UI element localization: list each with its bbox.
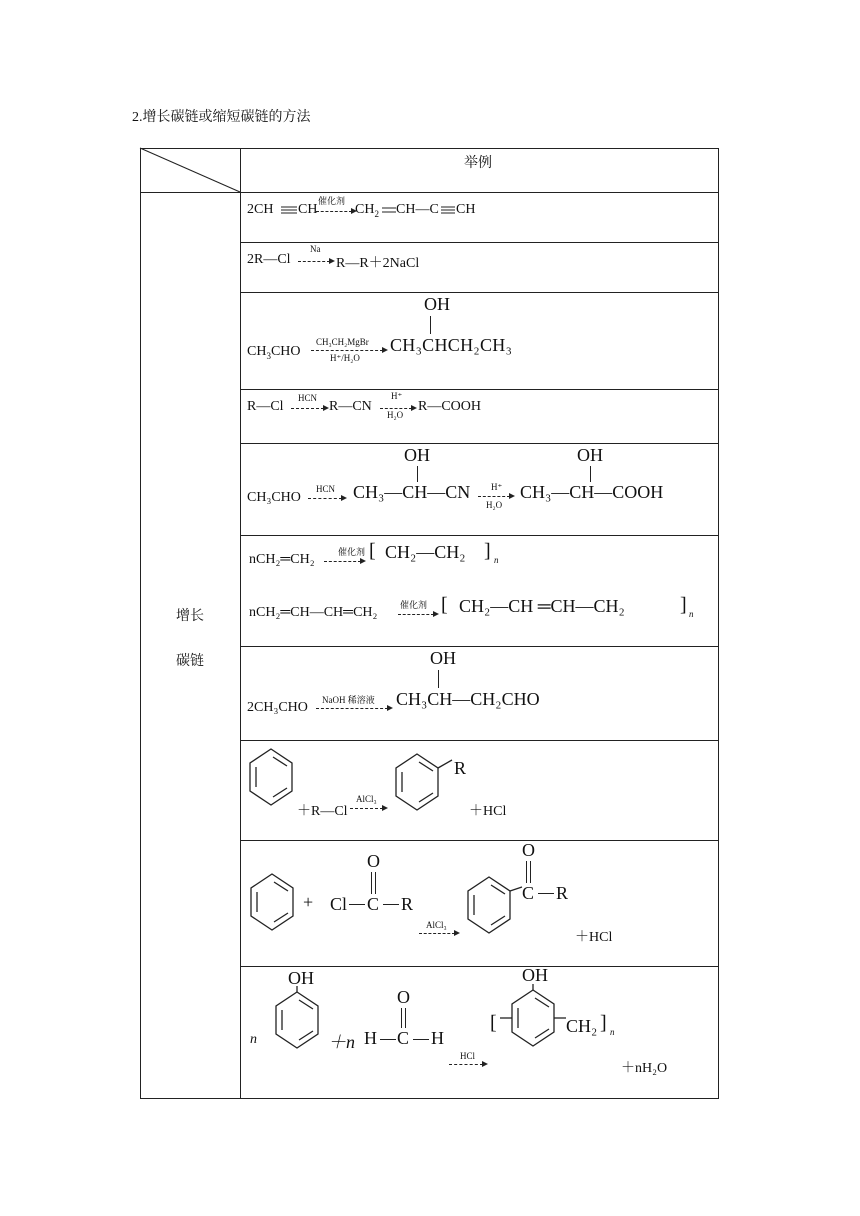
repeat-count: n [494,555,499,565]
reaction-arrow [308,498,342,499]
reaction-arrow-2 [398,614,434,615]
benzene-icon [248,747,294,809]
hydroxyl-label: OH [430,648,456,668]
reaction-arrow [419,933,455,934]
byproduct: ＋HCl [575,930,613,945]
reagent: ＋R—Cl [297,804,348,819]
reactant: CH₃CHO [247,490,301,505]
header-diagonal [140,148,240,192]
reactant-b: CH [298,202,318,217]
oxygen-label: O [397,987,410,1007]
reaction-arrow [324,561,361,562]
reactant: 2CH [247,202,274,217]
reactant: R—Cl [247,399,284,414]
hydroxyl-label: OH [288,968,314,988]
phenol-ring-icon [274,990,320,1052]
reagent-top: H⁺ [391,391,403,401]
byproduct: ＋HCl [469,804,507,819]
product: CH₃CHCH₂CH₃ [390,335,513,355]
bracket-left: [ [490,1012,497,1034]
catalyst-label: 催化剂 [338,547,366,557]
acyl-group-2: R [556,883,569,903]
product: CH₃—CH—COOH [520,482,664,502]
reagent-coefficient: ＋n [328,1032,355,1052]
hydroxyl-label-2: OH [522,965,548,985]
reagent-top: CH₃CH₂MgBr [316,337,369,347]
reaction-arrow [311,350,383,351]
bond-2 [590,466,591,482]
bond [417,466,418,482]
hydrogen-left: H [364,1028,377,1048]
reaction-arrow [316,211,352,212]
reagent-label: HCN [316,484,336,494]
bond [349,904,365,905]
catalyst-label: HCl [460,1051,476,1061]
acyl-group: R [401,894,414,914]
reagent-bottom: H⁺/H₂O [330,353,360,363]
alkyl-group: R [454,758,467,778]
polymer-unit-2: CH₂—CH ═CH—CH₂ [459,596,625,616]
reagent-label: HCN [298,393,318,403]
header-example: 举例 [464,156,492,171]
bracket-left-2: [ [441,594,448,616]
bond-2 [413,1039,429,1040]
reagent-top: H⁺ [491,482,503,492]
bracket-right-2: ] [680,594,687,616]
bracket-right: ] [484,540,491,562]
reactant: nCH₂═CH₂ [249,552,315,567]
benzene-icon [249,872,295,934]
bond-2 [383,904,399,905]
reactant: $CH_3CHO$ [247,344,301,361]
catalyst-label: Na [310,244,321,254]
hydrogen-right: H [431,1028,444,1048]
reaction-arrow [316,708,388,709]
reaction-arrow-2 [478,496,510,497]
bracket-right: ] [600,1012,607,1034]
oxygen-label: O [367,851,380,871]
coefficient: n [250,1032,257,1047]
product: CH₃CH—CH₂CHO [396,689,540,709]
reactant: 2R—Cl [247,252,291,267]
reaction-arrow [350,808,383,809]
carbonyl-carbon: C [397,1028,410,1048]
product: $CH_2$ [355,202,379,219]
catalyst-label: 催化剂 [318,196,346,206]
double-bond-b [375,872,376,894]
double-bond-d [530,861,531,883]
repeat-count-2: n [689,609,694,619]
product-end: CH [456,202,476,217]
methylene-bridge: CH₂ [566,1016,598,1036]
reagent-bottom: H₂O [486,500,503,510]
reaction-arrow-2 [380,408,412,409]
product-mid: CH—C [396,202,439,217]
catalyst-label: AlCl₃ [356,794,377,804]
plus-sign: + [303,892,314,912]
reaction-arrow [291,408,324,409]
bond [438,670,439,688]
double-bond-c [526,861,527,883]
product: R—COOH [418,399,482,414]
product: R—R＋2NaCl [336,256,420,271]
reactant: 2CH₃CHO [247,700,308,715]
double-bond-a [401,1008,402,1028]
catalyst-label: NaOH 稀溶液 [322,695,375,705]
catalyst-label: AlCl₃ [426,920,447,930]
acylbenzene-icon [466,875,526,937]
chlorine-label: Cl [330,894,348,914]
bracket-left: [ [369,540,376,562]
hydroxyl-label: OH [404,445,430,465]
byproduct: ＋nH₂O [621,1061,668,1076]
oxygen-label-2: O [522,840,535,860]
hydroxyl-label: OH [424,294,450,314]
hydroxyl-label-2: OH [577,445,603,465]
intermediate: R—CN [329,399,372,414]
bond-3 [538,893,554,894]
reactant-2: nCH₂═CH—CH═CH₂ [249,605,378,620]
bond [380,1039,396,1040]
carbonyl-carbon: C [367,894,380,914]
double-bond-a [371,872,372,894]
intermediate: CH₃—CH—CN [353,482,471,502]
reaction-arrow [298,261,330,262]
catalyst-label-2: 催化剂 [400,600,428,610]
reagent-bottom: H₂O [387,410,404,420]
reaction-arrow [449,1064,483,1065]
carbonyl-carbon-2: C [522,883,535,903]
row-label-line1: 增长 [176,609,204,624]
section-heading: 2.增长碳链或缩短碳链的方法 [132,110,311,125]
bond [430,316,431,334]
repeat-count: n [610,1027,615,1037]
double-bond-b [405,1008,406,1028]
polymer-unit: CH₂—CH₂ [385,542,466,562]
row-label-line2: 碳链 [176,654,204,669]
